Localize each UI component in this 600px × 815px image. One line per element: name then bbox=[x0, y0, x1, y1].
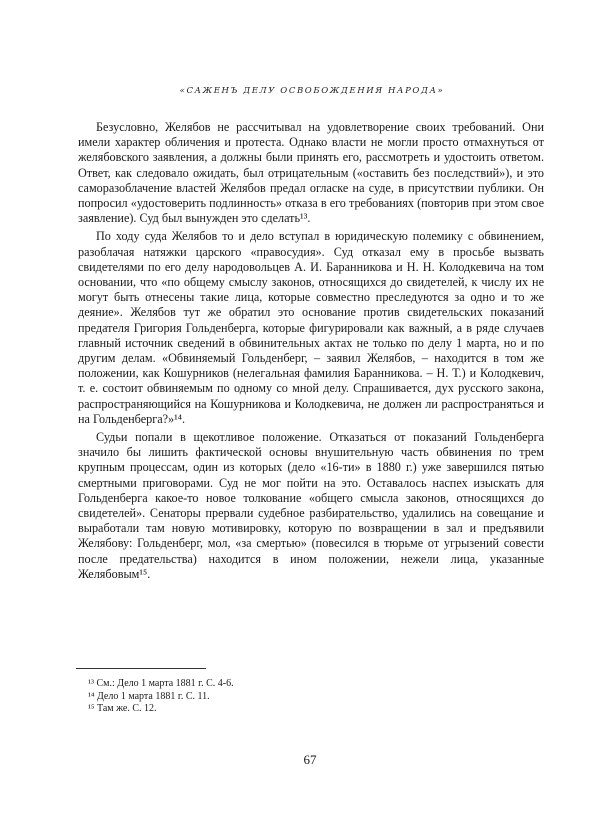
page-number: 67 bbox=[303, 752, 317, 767]
paragraph: Безусловно, Желябов не рассчитывал на удовлетворение своих требований. Они имели характер обличения и протеста. Однако власти не могли просто отмахнуться от желябовского заявления, а должны были принять его, рассмотреть и удостоить ответом. Ответ, как следовало ожидать, был отрицательным («оставить без последствий»), и это саморазоблачение властей Желябов предал огласке на суде, в присутствии публики. Он попросил «удостоверить подлинность» отказа в его требованиях (повторив при этом свое заявление). Суд был вынужден это сделать¹³. bbox=[78, 120, 544, 226]
paragraph: По ходу суда Желябов то и дело вступал в юридическую полемику с обвинением, разоблачая натяжки царского «правосудия». Суд отказал ему в просьбе вызвать свидетелями по его делу народовольцев А. И. Баранникова и Н. Н. Колодкевича на том основании, что «по общему смыслу законов, относящихся до свидетелей, к числу их не могут быть отнесены такие лица, которые совместно преследуются за одно и то же деяние». Желябов тут же обратил это основание против свидетельских показаний предателя Григория Гольденберга, которые фигурировали как важный, а в ряде случаев главный источник сведений в обвинительных актах не только по делу 1 марта, но и по другим делам. «Обвиняемый Гольденберг, – заявил Желябов, – находится в том же положении, как Кошурников (нелегальная фамилия Баранникова. – Н. Т.) и Колодкевич, т. е. состоит обвиняемым по одному со мной делу. Спрашивается, дух русского закона, распространяющийся на Кошурникова и Колодкевича, не должен ли распространяться и на Гольденберга?»¹⁴. bbox=[78, 229, 544, 426]
body-text bbox=[78, 120, 544, 585]
running-header: «САЖЕНЪ ДЕЛУ ОСВОБОЖДЕНИЯ НАРОДА» bbox=[179, 86, 445, 96]
paragraph: Судьи попали в щекотливое положение. Отказаться от показаний Гольденберга значило бы лишить фактической основы внушительную часть обвинения по трем крупным процессам, один из которых (дело «16-ти» в 1880 г.) уже завершился пятью смертными приговорами. Суд не мог пойти на это. Оставалось наспех изыскать для Гольденберга какое-то новое толкование «общего смысла законов, относящихся до свидетелей». Сенаторы прервали судебное разбирательство, удалились на совещание и выработали там новую мотивировку, которую по возвращении в зал и предъявили Желябову: Гольденберг, мол, «за смертью» (повесился в тюрьме от угрызений совести после предательства) находится в ином положении, нежели лица, указанные Желябовым¹⁵. bbox=[78, 430, 544, 581]
footnote: ¹⁴ Дело 1 марта 1881 г. С. 11. bbox=[88, 690, 210, 702]
footnote: ¹⁵ Там же. С. 12. bbox=[88, 703, 157, 714]
footnote: ¹³ См.: Дело 1 марта 1881 г. С. 4-6. bbox=[88, 678, 234, 689]
footnote-divider bbox=[76, 668, 206, 669]
footnotes bbox=[88, 678, 388, 716]
